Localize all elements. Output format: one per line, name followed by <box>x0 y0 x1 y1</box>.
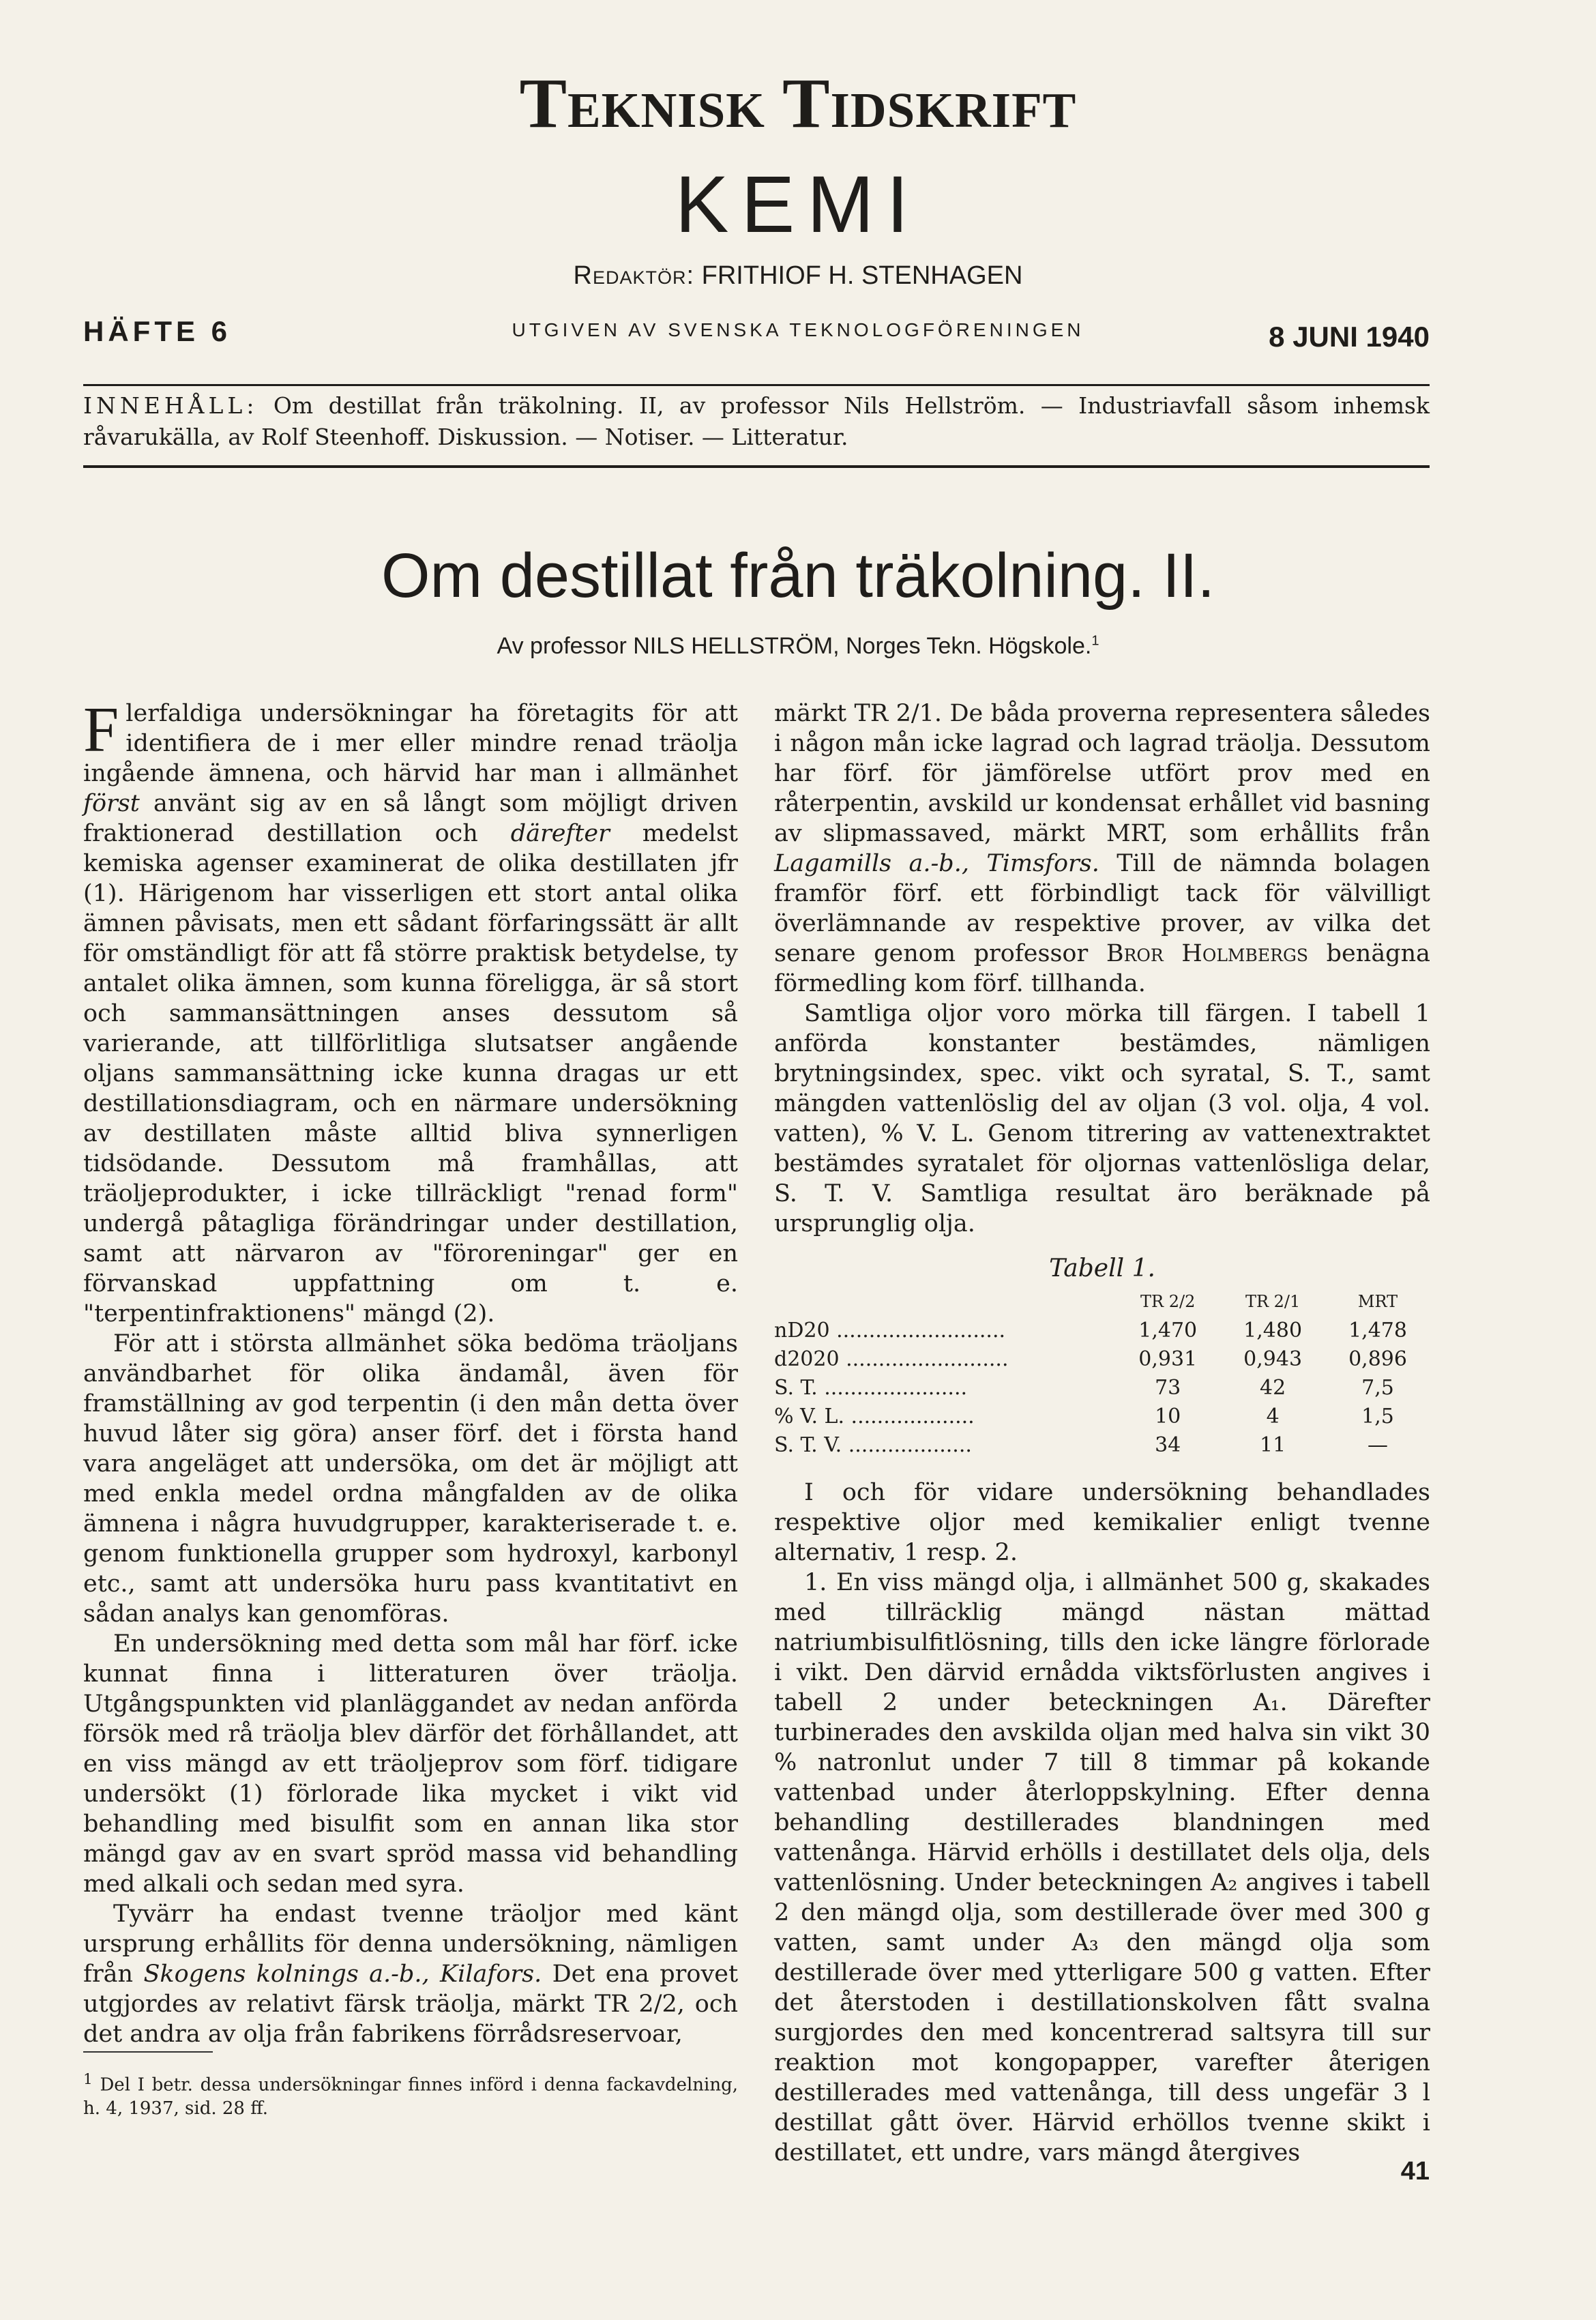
paragraph: För att i största allmänhet söka bedöma träoljans användbarhet för olika ändamål, även för framställning av god terpentin (i den mån detta över huvud låter sig göra) anser förf. det i första hand vara angeläget att undersöka, om det är möjligt att med enkla medel ordna mångfalden av de olika ämnena i några huvudgrupper, karakteriserade t. e. genom funktionella grupper som hydroxyl, karbonyl etc., samt att undersöka huru pass kvantitativt en sådan analys kan genomföras. <box>83 1330 738 1628</box>
paragraph-text: medelst kemiska agenser examinerat de olika destillaten jfr (1). Härigenom har visserligen ett stort antal olika ämnen påvisats, men ett sådant förfaringssätt är allt för omständligt för att få större praktisk betydelse, ty antalet olika ämnen, som kunna föreligga, är så stort och sammansättningen anses dessutom så varierande, att tillförlitliga slutsatser angående oljans sammansättning icke kunna dragas ur ett destillationsdiagram, och en närmare undersökning av destillaten måste alltid bliva synnerligen tidsödande. Dessutom må framhållas, att träoljeprodukter, i icke tillräckligt "renad form" undergå påtagliga förändringar under destillation, samt att närvaron av "föroreningar" ger en förvanskad uppfattning om t. e. "terpentinfraktionens" mängd (2). <box>83 820 738 1327</box>
emphasis: Skogens kolnings a.-b., Kilafors. <box>143 1961 542 1988</box>
paragraph-text: Det ena provet utgjordes av relativt färsk träolja, märkt TR 2/2, och det andra av olja från fabrikens förrådsreservoar, <box>83 1961 739 2048</box>
article-title: Om destillat från träkolning. II. <box>381 541 1215 611</box>
row-label: nD20 .......................... <box>774 1319 1006 1342</box>
byline-text: Av professor NILS HELLSTRÖM, Norges Tekn. Högskole. <box>497 633 1092 659</box>
table-cell: 34 <box>1155 1433 1181 1457</box>
contents-label: INNEHÅLL: <box>83 392 258 419</box>
paragraph-text: Till de nämnda bolagen framför förf. ett förbindligt tack för välvilligt överlämnande av respektive prover, av vilka det senare genom professor <box>774 850 1430 967</box>
row-label: % V. L. ................... <box>774 1405 975 1428</box>
contents-text: Om destillat från träkolning. II, av professor Nils Hellström. — Industriavfall såsom inhemsk råvarukälla, av Rolf Steenhoff. Diskussion. — Notiser. — Litteratur. <box>83 392 1430 450</box>
table-cell: 7,5 <box>1361 1376 1394 1400</box>
paragraph: En undersökning med detta som mål har förf. icke kunnat finna i litteraturen över träolja. Utgångspunkten vid planläggandet av nedan anförda försök med rå träolja blev därför det förhållandet, att en viss mängd av ett träoljeprov som förf. tidigare undersökt (1) förlorade lika mycket i vikt vid behandling med bisulfit som en annan lika stor mängd gav av en svart spröd massa vid behandling med alkali och sedan med syra. <box>83 1630 738 1898</box>
footnote-mark: 1 <box>83 2071 93 2088</box>
table-cell: 1,5 <box>1361 1405 1394 1428</box>
row-label: d2020 ......................... <box>774 1347 1009 1371</box>
table-cell: 0,896 <box>1348 1347 1407 1371</box>
header-rule-top <box>83 384 1430 386</box>
small-caps-name: Bror Holmbergs <box>1106 940 1309 967</box>
paragraph: Samtliga oljor voro mörka till färgen. I tabell 1 anförda konstanter bestämdes, nämligen brytningsindex, spec. vikt och syratal, S. T., samt mängden vattenlöslig del av oljan (3 vol. olja, 4 vol. vatten), % V. L. Genom titrering av vattenextraktet bestämdes syratalet för oljornas vattenlösliga delar, S. T. V. Samtliga resultat äro beräknade på ursprunglig olja. <box>774 1000 1430 1237</box>
issue-date: 8 JUNI 1940 <box>1269 321 1430 353</box>
footnote <box>83 2068 738 2120</box>
editor-label: Redaktör: <box>573 261 695 290</box>
paragraph <box>83 694 738 1329</box>
table-cell: 42 <box>1260 1376 1286 1400</box>
table-row <box>774 1345 1430 1374</box>
table-header: MRT <box>1357 1292 1398 1311</box>
table-header-blank <box>774 1287 1115 1317</box>
row-label: S. T. V. ................... <box>774 1433 972 1457</box>
emphasis: Lagamills a.-b., Timsfors. <box>774 850 1099 877</box>
emphasis: först <box>83 790 140 817</box>
section-title: KEMI <box>675 160 921 250</box>
table-row <box>774 1317 1430 1345</box>
table-cell: 1,480 <box>1243 1319 1303 1342</box>
footnote-text: Del I betr. dessa undersökningar finnes införd i denna fackavdelning, h. 4, 1937, sid. 28 ff. <box>83 2074 738 2119</box>
table-of-contents <box>83 390 1430 453</box>
header-rule-bottom <box>83 465 1430 468</box>
row-label: S. T. ...................... <box>774 1376 968 1400</box>
paragraph-text: benägna förmedling kom förf. tillhanda. <box>774 940 1430 997</box>
journal-title: Teknisk Tidskrift <box>519 64 1077 143</box>
table-row <box>774 1403 1430 1431</box>
table-cell: — <box>1368 1433 1389 1457</box>
table-header: TR 2/2 <box>1140 1292 1196 1311</box>
paragraph-text: använt sig av en så långt som möjligt driven fraktionerad destillation och <box>83 790 738 847</box>
table-header-row <box>774 1287 1430 1317</box>
issue-number: HÄFTE 6 <box>83 315 232 347</box>
drop-cap: F <box>83 694 119 765</box>
table-header: TR 2/1 <box>1245 1292 1301 1311</box>
editor-name: FRITHIOF H. STENHAGEN <box>701 261 1023 290</box>
left-column <box>83 694 739 2049</box>
table-cell: 10 <box>1155 1405 1181 1428</box>
footnote-rule <box>83 2051 213 2053</box>
data-table <box>774 1287 1430 1460</box>
table-cell: 0,931 <box>1138 1347 1198 1371</box>
emphasis: därefter <box>510 820 610 847</box>
publisher-line: UTGIVEN AV SVENSKA TEKNOLOGFÖRENINGEN <box>512 319 1084 340</box>
table-row <box>774 1374 1430 1403</box>
article-byline <box>0 633 1596 660</box>
paragraph <box>83 1899 738 2049</box>
paragraph-text: märkt TR 2/1. De båda proverna representera således i någon mån icke lagrad och lagrad träolja. Dessutom har förf. för jämförelse utfört prov med en råterpentin, avskild ur kondensat erhållet vid basning av slipmassaved, märkt MRT, som erhållits från <box>774 700 1430 847</box>
paragraph-text: lerfaldiga undersökningar ha företagits för att identifiera de i mer eller mindre renad träolja ingående ämnena, och härvid har man i allmänhet <box>83 700 738 787</box>
paragraph: I och för vidare undersökning behandlades respektive oljor med kemikalier enligt tvenne alternativ, 1 resp. 2. <box>774 1479 1430 1566</box>
paragraph: 1. En viss mängd olja, i allmänhet 500 g, skakades med tillräcklig mängd nästan mättad natriumbisulfitlösning, tills den icke längre förlorade i vikt. Den därvid ernådda viktsförlusten angives i tabell 2 under beteckningen A₁. Därefter turbinerades den avskilda oljan med halva sin vikt 30 % natronlut under 7 till 8 timmar på kokande vattenbad under återloppskylning. Efter denna behandling destillerades blandningen med vattenånga. Härvid erhölls i destillatet dels olja, dels vattenlösning. Under beteckningen A₂ angives i tabell 2 den mängd olja, som destillerade över med 300 g vatten, samt under A₃ den mängd olja som destillerade över med ytterligare 500 g vatten. Efter det återstoden i destillationskolven fått svalna surgjordes den med koncentrerad saltsyra till sur reaktion mot kongopapper, varefter återigen destillerades med vattenånga, till dess ungefär 3 l destillat gått över. Härvid erhöllos tvenne skikt i destillatet, ett undre, vars mängd återgives <box>774 1569 1430 2167</box>
page-number: 41 <box>1400 2157 1430 2186</box>
editor-line <box>0 261 1596 291</box>
right-column <box>774 699 1430 2168</box>
table-cell: 73 <box>1155 1376 1181 1400</box>
table-cell: 11 <box>1260 1433 1286 1457</box>
table-cell: 1,470 <box>1138 1319 1198 1342</box>
table-caption: Tabell 1. <box>1049 1254 1155 1282</box>
paragraph-text: Tyvärr ha endast tvenne träoljor med känt ursprung erhållits för denna undersökning, nämligen från <box>83 1900 738 1988</box>
table-cell: 1,478 <box>1348 1319 1407 1342</box>
table-cell: 0,943 <box>1243 1347 1303 1371</box>
byline-footnote-mark: 1 <box>1091 633 1099 649</box>
paragraph <box>774 699 1430 999</box>
table-1 <box>774 1254 1430 1460</box>
table-row <box>774 1431 1430 1460</box>
table-cell: 4 <box>1266 1405 1280 1428</box>
